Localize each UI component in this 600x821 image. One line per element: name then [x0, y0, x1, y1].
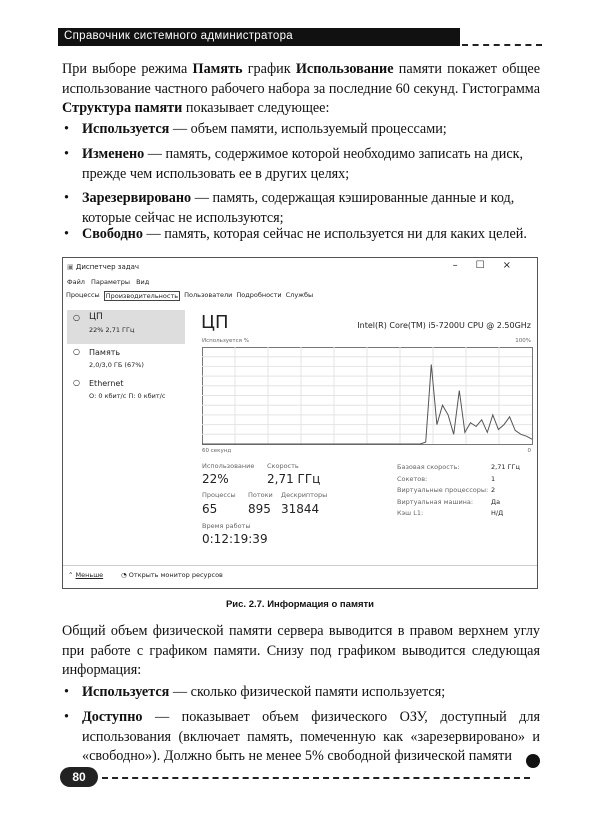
- definition: — память, содержимое которой необходимо записать на диск, прежде чем использовать ее в других целях;: [82, 146, 524, 182]
- minimize-icon[interactable]: –: [452, 260, 476, 271]
- t: показывает следующее:: [182, 100, 330, 116]
- prop-key: Виртуальная машина:: [397, 497, 474, 506]
- fewer-details-button[interactable]: [68, 571, 103, 579]
- sidebar-item-cpu[interactable]: [67, 310, 185, 344]
- sidebar-item-memory[interactable]: [67, 346, 185, 376]
- term: Используется: [82, 121, 170, 137]
- window-title: [67, 263, 139, 271]
- panel-heading: ЦП: [201, 312, 229, 333]
- label: Открыть монитор ресурсов: [128, 571, 223, 579]
- tab-details[interactable]: Подробности: [236, 291, 282, 299]
- t: памяти покажет общее использование частного рабочего набора за последние 60 секунд. Гистограмма: [62, 61, 540, 97]
- definition: — показывает объем физического ОЗУ, доступный для использования (включает память, помеченную как «зарезервировано» и «свободно»). Должно быть не менее 5% свободной физической памяти: [82, 709, 540, 764]
- app-icon: ▣: [67, 263, 76, 271]
- sub: 22% 2,71 ГГц: [89, 326, 135, 334]
- t: Структура памяти: [62, 100, 183, 116]
- term: Доступно: [82, 709, 143, 725]
- stat-value: 31844: [281, 502, 320, 516]
- tab-performance[interactable]: Производительность: [105, 292, 179, 300]
- t: При выборе режима: [62, 61, 193, 77]
- tab-services[interactable]: Службы: [285, 291, 314, 299]
- list-item: [62, 189, 540, 228]
- sidebar-item-ethernet[interactable]: [67, 377, 185, 407]
- list-item: [62, 225, 540, 245]
- definition: — сколько физической памяти используется;: [169, 684, 446, 700]
- prop-key: Базовая скорость:: [397, 463, 460, 471]
- prop-value: Да: [491, 497, 501, 506]
- sub: 2,0/3,0 ГБ (67%): [89, 361, 144, 369]
- stat-label: Потоки: [248, 491, 273, 499]
- graph-min-label: 0: [527, 448, 531, 454]
- footer-divider: [63, 565, 537, 566]
- header-divider: [462, 44, 542, 46]
- prop-value: 2,71 ГГц: [491, 463, 520, 471]
- tab-users[interactable]: Пользователи: [184, 291, 233, 299]
- definition: — память, которая сейчас не используется ни для каких целей.: [142, 226, 527, 242]
- menu-view[interactable]: Вид: [136, 278, 150, 286]
- stat-value: 22%: [202, 472, 229, 486]
- menu-file[interactable]: Файл: [67, 278, 85, 286]
- menu-options[interactable]: Параметры: [91, 278, 130, 286]
- close-icon[interactable]: ×: [502, 260, 529, 271]
- props-values: [491, 462, 520, 520]
- stat-label: Дескрипторы: [281, 491, 328, 499]
- page-number: 80: [60, 767, 98, 787]
- graph-label: Используется %: [202, 338, 249, 344]
- radio-icon: ○: [73, 313, 80, 322]
- menu-bar: [67, 278, 149, 286]
- cpu-usage-graph: [202, 347, 533, 445]
- body-paragraph: Общий объем физической памяти сервера выводится в правом верхнем углу при работе с графиком памяти. Снизу под графиком выводится следующая информация:: [62, 623, 540, 678]
- list-item: [62, 145, 540, 184]
- list-item: [62, 683, 540, 703]
- sub: О: 0 кбит/с П: 0 кбит/с: [89, 392, 166, 400]
- term: Изменено: [82, 146, 145, 162]
- t: Использование: [295, 61, 394, 77]
- prop-value: Н/Д: [491, 509, 504, 518]
- stat-value: 0:12:19:39: [202, 532, 268, 546]
- radio-icon: ○: [73, 347, 80, 356]
- stat-label: Использование: [202, 462, 255, 470]
- tab-bar: [66, 291, 313, 301]
- stat-label: Время работы: [202, 522, 251, 530]
- term: Используется: [82, 684, 170, 700]
- resource-monitor-icon: ◔: [121, 571, 129, 579]
- stat-label: Скорость: [267, 462, 299, 470]
- decorative-dot: [526, 754, 540, 768]
- chevron-up-icon: ⌃: [68, 571, 76, 579]
- prop-key: Сокетов:: [397, 474, 428, 483]
- prop-key: Кэш L1:: [397, 509, 424, 518]
- t: Память: [192, 61, 243, 77]
- label: Память: [89, 348, 121, 357]
- stat-label: Процессы: [202, 491, 236, 499]
- label: Ethernet: [89, 379, 124, 388]
- open-resource-monitor-link[interactable]: [121, 571, 223, 579]
- prop-key: Виртуальные процессоры:: [397, 486, 489, 495]
- label: Меньше: [75, 571, 104, 579]
- label: ЦП: [89, 312, 103, 322]
- term: Свободно: [82, 226, 143, 242]
- stat-value: 895: [248, 502, 271, 516]
- running-header: Справочник системного администратора: [58, 28, 460, 46]
- graph-max: 100%: [515, 338, 531, 344]
- list-item: [62, 120, 540, 140]
- term: Зарезервировано: [82, 190, 192, 206]
- intro-paragraph: [62, 60, 540, 119]
- stat-value: 2,71 ГГц: [267, 472, 321, 486]
- title-text: Диспетчер задач: [75, 263, 140, 271]
- footer-divider: [102, 777, 530, 779]
- radio-icon: ○: [73, 378, 80, 387]
- maximize-icon[interactable]: ☐: [475, 260, 503, 271]
- prop-value: 1: [491, 474, 496, 483]
- prop-value: 2: [491, 486, 496, 495]
- t: график: [242, 61, 296, 77]
- definition: — память, содержащая кэшированные данные и код, которые сейчас не используются;: [82, 190, 515, 226]
- task-manager-screenshot: [62, 257, 538, 589]
- cpu-model: Intel(R) Core(TM) i5-7200U CPU @ 2.50GHz: [357, 321, 531, 330]
- graph-time-label: 60 секунд: [202, 448, 232, 454]
- stat-value: 65: [202, 502, 218, 516]
- window-controls: [453, 260, 529, 271]
- tab-processes[interactable]: Процессы: [66, 291, 100, 299]
- figure-caption: Рис. 2.7. Информация о памяти: [225, 599, 375, 610]
- list-item: [62, 708, 540, 767]
- props-keys: [397, 462, 488, 520]
- definition: — объем памяти, используемый процессами;: [169, 121, 447, 137]
